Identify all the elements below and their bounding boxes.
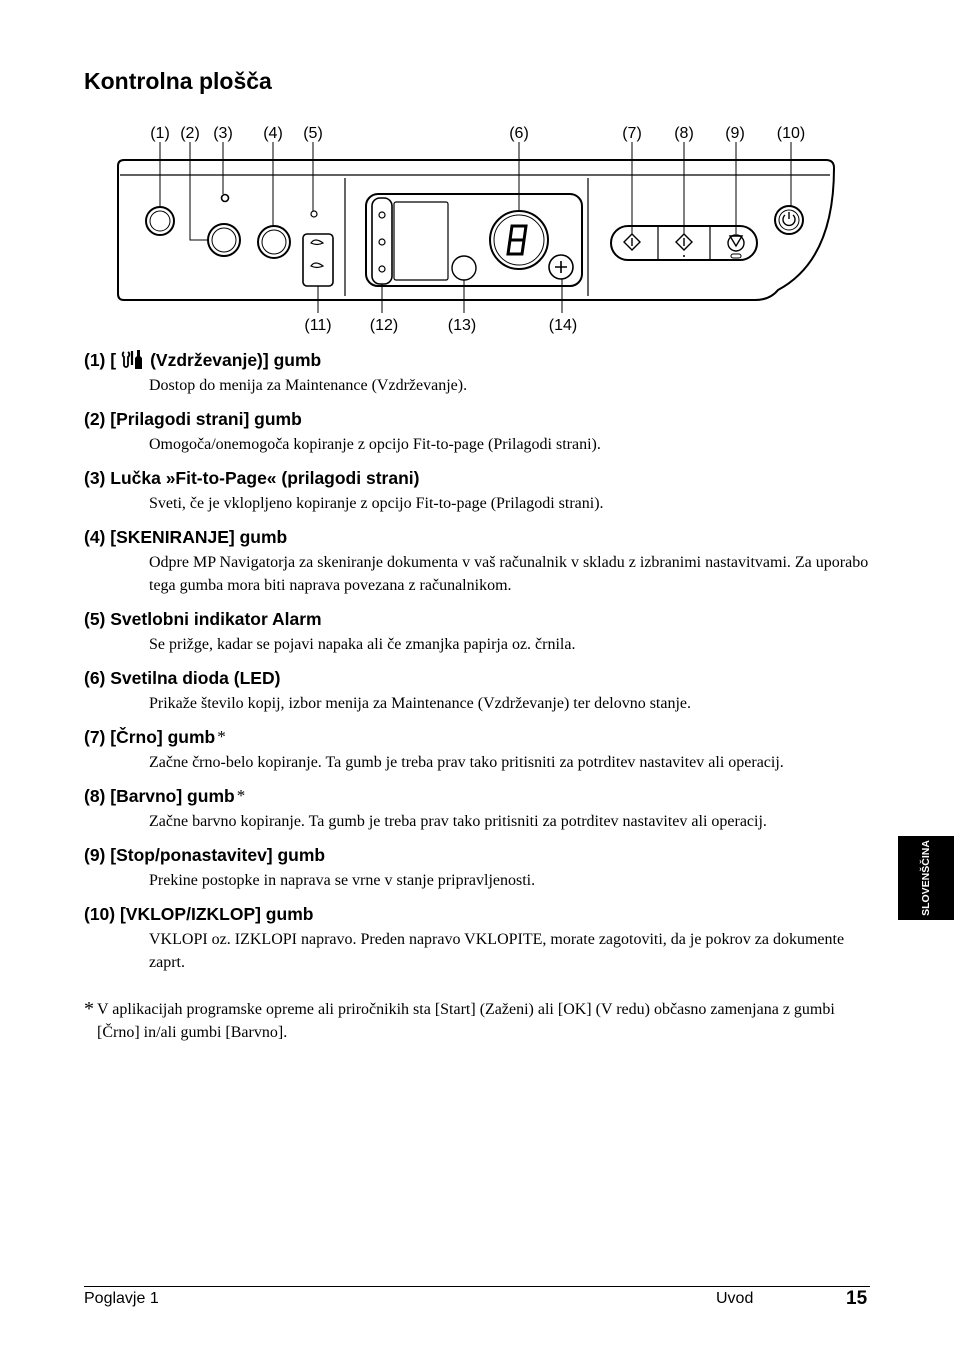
callout-4: (4) (263, 125, 283, 142)
page-number: 15 (846, 1288, 868, 1309)
callout-2: (2) (180, 125, 200, 142)
language-tab (898, 836, 954, 920)
callout-11: (11) (304, 317, 332, 334)
alarm-lamp (311, 211, 317, 217)
item-heading: (5) Svetlobni indikator Alarm (84, 609, 322, 629)
fit-to-page-button (208, 224, 240, 256)
footnote (84, 998, 874, 1044)
callout-12: (12) (369, 317, 399, 334)
callouts-top (150, 125, 805, 142)
item-heading: (8) [Barvno] gumb * (84, 786, 246, 806)
paper-feed-switch (303, 234, 333, 286)
footnote-text: V aplikacijah programske opreme ali priročnikih sta [Start] (Zaženi) ali [OK] (V redu) občasno zamenjana z gumbi [Črno] in/ali gumbi [Barvno]. (97, 1001, 835, 1041)
item-heading: (4) [SKENIRANJE] gumb (84, 527, 288, 547)
item-description: Odpre MP Navigatorja za skeniranje dokumenta v vaš računalnik v skladu z izbranimi nastavitvami. Za uporabo tega gumba mora biti naprava povezana z računalnikom. (149, 554, 869, 594)
callout-1: (1) (150, 125, 170, 142)
callout-7: (7) (622, 125, 642, 142)
item-description: Dostop do menija za Maintenance (Vzdrževanje). (149, 377, 468, 394)
item-black-button (84, 725, 884, 774)
callout-8: (8) (674, 125, 694, 142)
item-fit-to-page-lamp (84, 466, 884, 515)
item-heading: (9) [Stop/ponastavitev] gumb (84, 845, 326, 865)
item-alarm-lamp (84, 607, 884, 656)
item-led (84, 666, 884, 715)
display-area (366, 194, 582, 286)
item-description: VKLOPI oz. IZKLOPI napravo. Preden napravo VKLOPITE, morate zagotoviti, da je pokrov za dokumente zaprt. (149, 931, 845, 971)
item-power-button (84, 902, 884, 974)
asterisk: * (236, 786, 246, 805)
footer-rule (84, 1286, 870, 1287)
item-scan-button (84, 525, 884, 597)
maintenance-button (146, 207, 174, 235)
control-panel-diagram (0, 0, 954, 345)
callout-14: (14) (548, 317, 578, 334)
callouts-bottom (304, 317, 577, 334)
item-heading: (2) [Prilagodi strani] gumb (84, 409, 302, 429)
item-heading: (1) [ (Vzdrževanje)] gumb (84, 350, 322, 370)
footer-section: Uvod (716, 1290, 754, 1307)
led-digit (508, 226, 526, 254)
callout-6: (6) (509, 125, 529, 142)
button-descriptions (84, 348, 884, 984)
item-heading: (7) [Črno] gumb * (84, 727, 226, 747)
item-fit-to-page-button (84, 407, 884, 456)
item-description: Začne barvno kopiranje. Ta gumb je treba prav tako pritisniti za potrditev nastavitev ali operacij. (149, 813, 767, 830)
item-description: Sveti, če je vklopljeno kopiranje z opcijo Fit-to-page (Prilagodi strani). (149, 495, 604, 512)
item-description: Se prižge, kadar se pojavi napaka ali če zmanjka papirja oz. črnila. (149, 636, 576, 653)
footnote-marker: * (84, 998, 94, 1020)
panel-body (118, 160, 834, 300)
item-color-button (84, 784, 884, 833)
item-description: Začne črno-belo kopiranje. Ta gumb je treba prav tako pritisniti za potrditev nastavitev ali operacij. (149, 754, 784, 771)
power-button (775, 206, 803, 234)
asterisk: * (217, 727, 226, 746)
item-stop-reset-button (84, 843, 884, 892)
item-heading: (10) [VKLOP/IZKLOP] gumb (84, 904, 314, 924)
callout-5: (5) (303, 125, 323, 142)
leader-lines (160, 142, 791, 313)
language-tab-label: SLOVENŠČINA (920, 840, 932, 916)
callout-9: (9) (725, 125, 745, 142)
item-heading: (6) Svetilna dioda (LED) (84, 668, 281, 688)
callout-13: (13) (447, 317, 477, 334)
fit-to-page-lamp (222, 195, 229, 202)
maintenance-icon (119, 349, 147, 371)
item-description: Omogoča/onemogoča kopiranje z opcijo Fit-to-page (Prilagodi strani). (149, 436, 601, 453)
page-title: Kontrolna plošča (84, 68, 272, 94)
callout-10: (10) (776, 125, 806, 142)
item-description: Prikaže število kopij, izbor menija za Maintenance (Vzdrževanje) ter delovno stanje. (149, 695, 692, 712)
item-maintenance (84, 348, 884, 397)
scan-button (258, 226, 290, 258)
callout-3: (3) (213, 125, 233, 142)
item-heading: (3) Lučka »Fit-to-Page« (prilagodi strani) (84, 468, 420, 488)
item-description: Prekine postopke in naprava se vrne v stanje pripravljenosti. (149, 872, 536, 889)
footer-chapter: Poglavje 1 (84, 1290, 159, 1307)
